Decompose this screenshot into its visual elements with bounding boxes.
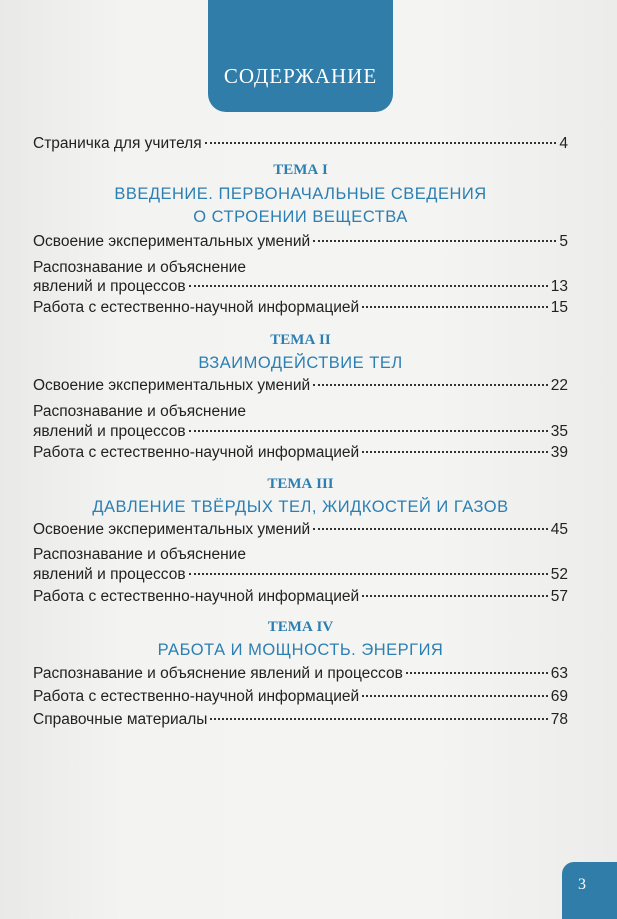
toc-entry-label: Распознавание и объяснение явлений и процессов (33, 665, 403, 682)
leader-dots (362, 695, 548, 697)
toc-entry-page: 63 (550, 665, 568, 682)
theme-3-title: ДАВЛЕНИЕ ТВЁРДЫХ ТЕЛ, ЖИДКОСТЕЙ И ГАЗОВ (92, 498, 509, 516)
leader-dots (313, 528, 548, 530)
leader-dots (189, 430, 548, 432)
leader-dots (362, 451, 548, 453)
toc-entry-page: 13 (550, 278, 568, 295)
theme-1-title-line1: ВВЕДЕНИЕ. ПЕРВОНАЧАЛЬНЫЕ СВЕДЕНИЯ (114, 185, 487, 203)
toc-entry-page: 52 (550, 566, 568, 583)
leader-dots (205, 142, 557, 144)
toc-entry-label: Справочные материалы (33, 711, 208, 728)
toc-entry-label: Работа с естественно-научной информацией (33, 444, 360, 461)
leader-dots (406, 672, 548, 674)
toc-entry-theme2-info[interactable] (33, 444, 568, 466)
toc-entry-theme4-info[interactable] (33, 688, 568, 710)
toc-entry-page: 78 (550, 711, 568, 728)
toc-entry-label: Освоение экспериментальных умений (33, 233, 311, 250)
leader-dots (189, 285, 548, 287)
toc-entry-theme3-phenomena[interactable] (33, 566, 568, 588)
toc-entry-label: Работа с естественно-научной информацией (33, 299, 360, 316)
toc-entry-label: явлений и процессов (33, 423, 186, 440)
toc-entry-page: 15 (550, 299, 568, 316)
toc-entry-label: Освоение экспериментальных умений (33, 377, 311, 394)
leader-dots (210, 718, 547, 720)
toc-entry-theme2-phenomena-line1[interactable]: Распознавание и объяснение (33, 403, 246, 420)
theme-2-label: ТЕМА II (270, 332, 331, 348)
toc-entry-label: Работа с естественно-научной информацией (33, 588, 360, 605)
toc-entry-page: 35 (550, 423, 568, 440)
toc-entry-theme4-phenomena[interactable] (33, 665, 568, 687)
theme-1-title-line2: О СТРОЕНИИ ВЕЩЕСТВА (193, 208, 408, 226)
page-title: СОДЕРЖАНИЕ (223, 64, 378, 88)
toc-entry-theme1-phenomena[interactable] (33, 278, 568, 300)
toc-entry-reference[interactable] (33, 711, 568, 733)
toc-entry-theme1-skills[interactable] (33, 233, 568, 255)
toc-entry-theme3-info[interactable] (33, 588, 568, 610)
toc-entry-teacher[interactable] (33, 135, 568, 157)
toc-entry-theme1-phenomena-line1[interactable]: Распознавание и объяснение (33, 259, 246, 276)
theme-3-label: ТЕМА III (267, 476, 334, 492)
toc-entry-label: Освоение экспериментальных умений (33, 521, 311, 538)
toc-entry-label: явлений и процессов (33, 278, 186, 295)
toc-entry-page: 45 (550, 521, 568, 538)
toc-entry-page: 4 (559, 135, 568, 152)
toc-entry-theme2-skills[interactable] (33, 377, 568, 399)
page-number: 3 (578, 876, 586, 893)
toc-entry-page: 5 (559, 233, 568, 250)
theme-2-title: ВЗАИМОДЕЙСТВИЕ ТЕЛ (198, 354, 403, 372)
leader-dots (362, 306, 548, 308)
toc-entry-theme3-phenomena-line1[interactable]: Распознавание и объяснение (33, 546, 246, 563)
theme-4-label: ТЕМА IV (267, 619, 334, 635)
toc-entry-page: 22 (550, 377, 568, 394)
toc-entry-label: Страничка для учителя (33, 135, 202, 152)
theme-1-label: ТЕМА I (273, 162, 328, 178)
toc-entry-label: Работа с естественно-научной информацией (33, 688, 360, 705)
leader-dots (362, 595, 548, 597)
toc-entry-theme1-info[interactable] (33, 299, 568, 321)
theme-4-title: РАБОТА И МОЩНОСТЬ. ЭНЕРГИЯ (157, 641, 444, 659)
toc-entry-theme3-skills[interactable] (33, 521, 568, 543)
header-tab (208, 0, 393, 112)
leader-dots (313, 384, 548, 386)
leader-dots (189, 573, 548, 575)
leader-dots (313, 240, 556, 242)
toc-entry-page: 69 (550, 688, 568, 705)
toc-entry-page: 39 (550, 444, 568, 461)
toc-entry-page: 57 (550, 588, 568, 605)
toc-entry-label: явлений и процессов (33, 566, 186, 583)
toc-entry-theme2-phenomena[interactable] (33, 423, 568, 445)
